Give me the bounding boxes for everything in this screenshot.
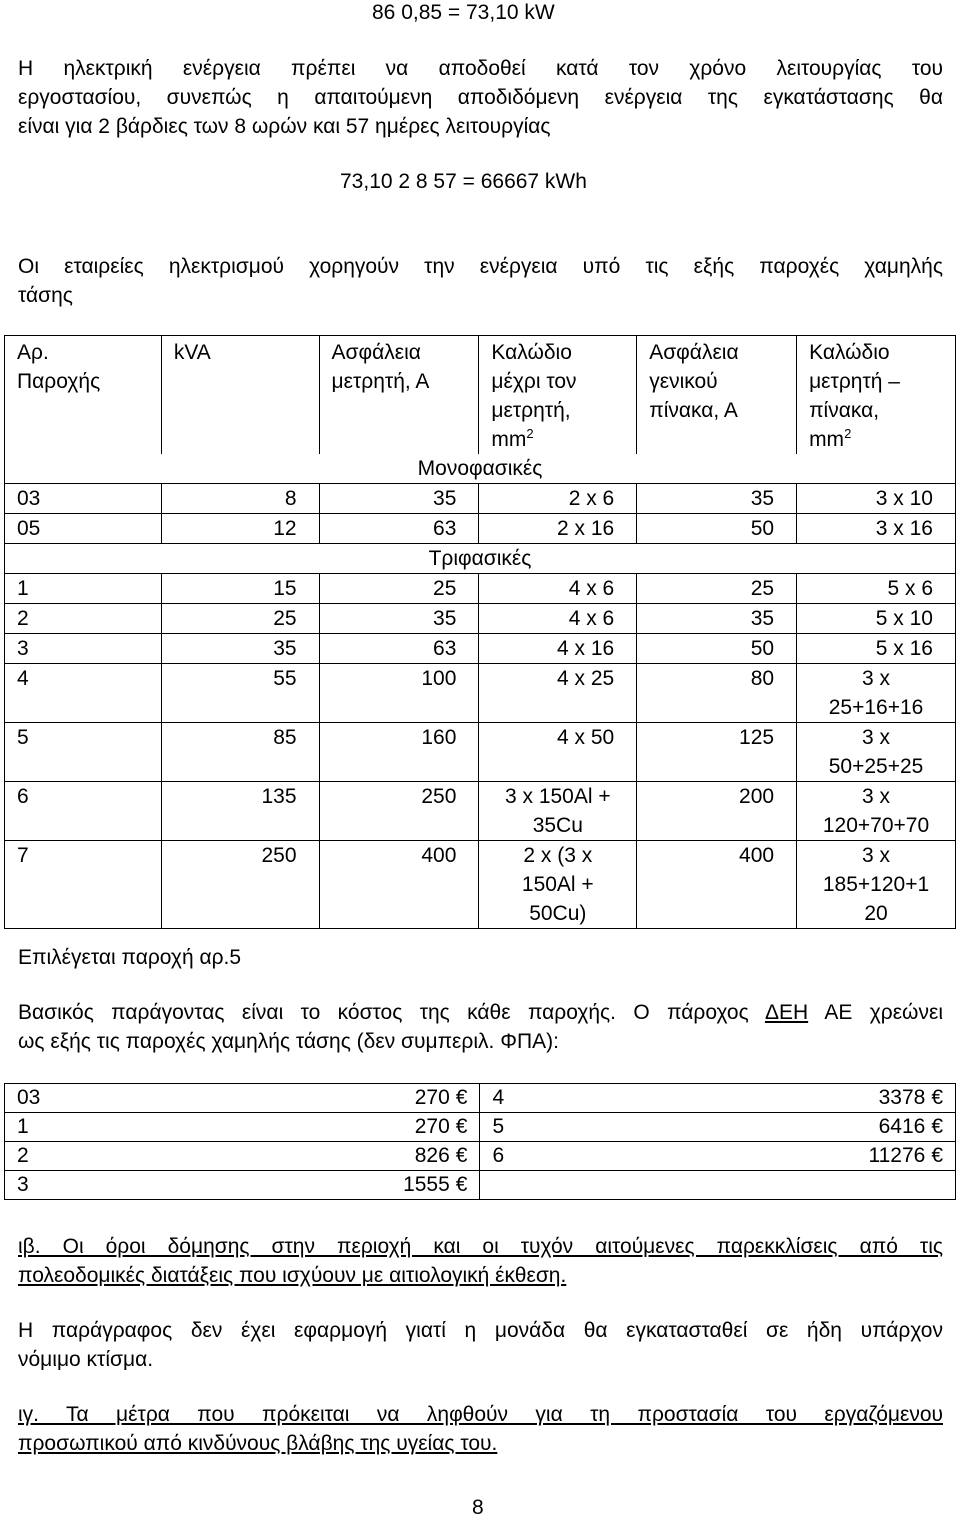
table-cell — [319, 841, 479, 929]
header-text: Αρ. — [17, 341, 49, 364]
header-text: Παροχής — [17, 370, 101, 393]
header-text — [809, 425, 955, 454]
table-cell: 3 x 16 — [797, 514, 956, 544]
selected-supply: Επιλέγεται παροχή αρ.5 — [18, 946, 242, 969]
header-text: kVA — [173, 341, 211, 364]
euro-icon: € — [931, 1115, 943, 1138]
supply-cost — [403, 1171, 467, 1199]
cell-text: 25 — [750, 577, 775, 600]
cell-text: 200 — [739, 785, 775, 808]
table-cell — [161, 664, 319, 723]
table-cell: 8 — [161, 484, 319, 514]
euro-icon: € — [455, 1086, 468, 1109]
section-heading-line: προσωπικού από κινδύνους βλάβης της υγείας του. — [18, 1432, 498, 1455]
cell-text: 2 x (3 x — [523, 844, 593, 867]
supply-cost — [868, 1142, 943, 1170]
table-cell — [479, 841, 637, 929]
cell-text: 4 x 6 — [568, 577, 615, 600]
supply-cost — [879, 1084, 943, 1112]
cell-text: 7 — [17, 844, 29, 867]
table-row — [5, 723, 956, 782]
cell-text: 55 — [273, 667, 297, 690]
cell-text: 5 x 6 — [887, 577, 933, 600]
table-cell: 35 — [319, 484, 479, 514]
supply-number: 1 — [17, 1115, 29, 1138]
cost-value: 3378 — [878, 1086, 926, 1109]
paragraph-line: Η ηλεκτρική ενέργεια πρέπει να αποδοθεί κατά τον χρόνο λειτουργίας του — [18, 57, 943, 80]
header-text: μέχρι τον — [491, 370, 577, 393]
header-text: Καλώδιο — [809, 341, 890, 364]
table-cell — [161, 723, 319, 782]
cell-text: 3 — [17, 637, 29, 660]
cell-text: 50 — [750, 637, 775, 660]
cell-text: 63 — [433, 637, 457, 660]
table-cell: 3 x 10 — [797, 484, 956, 514]
header-text: Ασφάλεια — [331, 341, 421, 364]
cell-text: 3 x — [862, 785, 891, 808]
cell-text: 6 — [17, 785, 29, 808]
table-cell — [479, 723, 637, 782]
paragraph-line — [18, 998, 943, 1027]
table-cell — [797, 574, 956, 604]
supply-cost — [415, 1113, 468, 1141]
cell-text: 25+16+16 — [828, 696, 924, 719]
cost-cell — [5, 1084, 480, 1113]
supply-number: 3 — [17, 1173, 29, 1196]
table-cell — [161, 841, 319, 929]
cell-text: 4 — [17, 667, 29, 690]
cost-cell — [480, 1171, 956, 1200]
unit-text: mm — [491, 428, 527, 451]
table-cell — [637, 604, 797, 634]
cost-value: 826 — [414, 1144, 450, 1167]
paragraph-text: Βασικός παράγοντας είναι το κόστος της κάθε παροχής. Ο πάροχος ΔΕΗ ΑΕ χρεώνει — [18, 1001, 943, 1024]
table-row — [5, 1142, 956, 1171]
section-heading-line: πολεοδομικές διατάξεις που ισχύουν με αιτιολογική έκθεση. — [18, 1264, 567, 1287]
cell-text: 120+70+70 — [822, 814, 930, 837]
cell-text: 400 — [739, 844, 775, 867]
cell-text: 4 x 25 — [557, 667, 615, 690]
cell-text: 3 x — [862, 844, 891, 867]
cost-value: 270 — [414, 1115, 450, 1138]
euro-icon: € — [931, 1086, 943, 1109]
cell-text: 1 — [17, 577, 29, 600]
table-cell — [797, 634, 956, 664]
cell-text: 20 — [864, 902, 888, 925]
cost-value: 11276 — [868, 1144, 926, 1167]
table-cell — [637, 782, 797, 841]
supply-cost — [415, 1142, 468, 1170]
table-row — [5, 484, 956, 514]
single-phase-rows — [5, 484, 956, 544]
header-cable-to-meter — [479, 336, 637, 455]
table-cell — [5, 841, 162, 929]
table-cell — [5, 723, 162, 782]
table-row — [5, 1171, 956, 1200]
page-number: 8 — [472, 1496, 484, 1519]
cell-text: 50+25+25 — [828, 755, 924, 778]
cell-text: 3 x 150Al + — [504, 785, 611, 808]
table-cell — [161, 574, 319, 604]
euro-icon: € — [455, 1115, 468, 1138]
table-cell — [161, 782, 319, 841]
table-row — [5, 634, 956, 664]
table-cell — [5, 664, 162, 723]
unit-superscript: 2 — [526, 426, 534, 441]
header-text: πίνακα, — [809, 399, 880, 422]
table-cell — [319, 634, 479, 664]
table-cell: 2 x 6 — [479, 484, 637, 514]
cost-cell — [5, 1142, 480, 1171]
paragraph-line: νόμιμο κτίσμα. — [18, 1348, 154, 1371]
header-meter-fuse — [319, 336, 479, 455]
header-supply-no — [5, 336, 162, 455]
header-kva — [161, 336, 319, 455]
table-cell — [161, 634, 319, 664]
euro-icon: € — [455, 1173, 468, 1196]
table-cell: 12 — [161, 514, 319, 544]
table-cell — [319, 723, 479, 782]
table-cell — [319, 664, 479, 723]
cell-text: 25 — [273, 607, 297, 630]
cell-text: 35 — [750, 607, 775, 630]
cost-value: 6416 — [878, 1115, 926, 1138]
cost-cell — [480, 1113, 956, 1142]
cost-value: 270 — [414, 1086, 450, 1109]
header-text — [491, 425, 636, 454]
cell-text: 35 — [433, 607, 457, 630]
cell-text: 250 — [261, 844, 297, 867]
paragraph-line: τάσης — [18, 284, 73, 307]
table-cell — [797, 782, 956, 841]
cell-text: 2 — [17, 607, 29, 630]
table-cell — [5, 634, 162, 664]
table-cell — [637, 664, 797, 723]
section-heading-line: ιγ. Τα μέτρα που πρόκειται να ληφθούν για τη προστασία του εργαζόμενου — [18, 1403, 943, 1426]
header-cable-meter-panel — [797, 336, 956, 455]
cost-cell — [480, 1084, 956, 1113]
table-cell — [319, 604, 479, 634]
paragraph-line: ως εξής τις παροχές χαμηλής τάσης (δεν συμπεριλ. ΦΠΑ): — [18, 1030, 559, 1053]
section-heading-line: ιβ. Οι όροι δόμησης στην περιοχή και οι τυχόν αιτούμενες παρεκκλίσεις από τις — [18, 1235, 943, 1258]
cell-text: 185+120+1 — [822, 873, 930, 896]
table-row — [5, 604, 956, 634]
cell-text: 35Cu — [532, 814, 583, 837]
table-cell — [797, 604, 956, 634]
header-main-fuse — [637, 336, 797, 455]
cell-text: 135 — [261, 785, 297, 808]
table-cell — [637, 574, 797, 604]
group-label: Τριφασικές — [5, 544, 956, 574]
header-text: μετρητή, Α — [331, 370, 430, 393]
cell-text: 5 — [17, 726, 29, 749]
cell-text: 3 x — [862, 667, 891, 690]
group-row-three-phase — [5, 544, 956, 574]
paragraph-line: Οι εταιρείες ηλεκτρισμού χορηγούν την ενέργεια υπό τις εξής παροχές χαμηλής — [18, 255, 943, 278]
cost-cell — [5, 1113, 480, 1142]
table-cell — [5, 574, 162, 604]
header-text: μετρητή – — [809, 370, 900, 393]
table-row — [5, 514, 956, 544]
table-cell — [479, 782, 637, 841]
table-cell — [479, 604, 637, 634]
cell-text: 4 x 16 — [557, 637, 615, 660]
supply-number: 6 — [492, 1144, 505, 1167]
table-cell — [479, 664, 637, 723]
cell-text: 125 — [739, 726, 775, 749]
euro-icon: € — [455, 1144, 468, 1167]
table-cell — [5, 604, 162, 634]
cell-text: 5 x 10 — [875, 607, 933, 630]
cost-table — [4, 1083, 956, 1200]
supply-cost — [415, 1084, 468, 1112]
table-cell — [319, 782, 479, 841]
table-row — [5, 574, 956, 604]
cell-text: 400 — [421, 844, 457, 867]
table-row — [5, 1113, 956, 1142]
cell-text: 160 — [421, 726, 457, 749]
cell-text: 50Cu) — [529, 902, 587, 925]
group-row-single-phase — [5, 454, 956, 484]
table-row — [5, 664, 956, 723]
header-text: πίνακα, Α — [649, 399, 738, 422]
table-cell — [5, 782, 162, 841]
table-row — [5, 1084, 956, 1113]
supply-number: 2 — [17, 1144, 29, 1167]
equation-energy: 73,10 2 8 57 = 66667 kWh — [340, 170, 587, 193]
cell-text: 4 x 6 — [568, 607, 615, 630]
cost-cell — [480, 1142, 956, 1171]
table-cell — [479, 574, 637, 604]
euro-icon: € — [931, 1144, 943, 1167]
equation-power: 86 0,85 = 73,10 kW — [372, 1, 555, 24]
provider-name: ΔΕΗ — [764, 1001, 809, 1024]
table-cell — [797, 664, 956, 723]
supply-number: 4 — [492, 1086, 505, 1109]
cell-text: 15 — [273, 577, 297, 600]
table-cell — [319, 574, 479, 604]
table-cell: 03 — [5, 484, 162, 514]
table-cell: 35 — [637, 484, 797, 514]
cost-cell — [5, 1171, 480, 1200]
header-text: γενικού — [649, 370, 718, 393]
cell-text: 3 x — [862, 726, 891, 749]
table-cell — [797, 841, 956, 929]
table-cell — [637, 841, 797, 929]
unit-text: mm — [809, 428, 845, 451]
table-cell — [479, 634, 637, 664]
cell-text: 150Al + — [521, 873, 594, 896]
supply-table — [4, 335, 956, 929]
cell-text: 5 x 16 — [875, 637, 933, 660]
cell-text: 25 — [433, 577, 457, 600]
cost-value: 1555 — [403, 1173, 450, 1196]
cell-text: 4 x 50 — [557, 726, 615, 749]
cell-text: 85 — [273, 726, 297, 749]
paragraph-line: Η παράγραφος δεν έχει εφαρμογή γιατί η μονάδα θα εγκατασταθεί σε ήδη υπάρχον — [18, 1319, 943, 1342]
supply-number: 5 — [492, 1115, 505, 1138]
supply-number: 03 — [17, 1086, 41, 1109]
table-cell — [161, 604, 319, 634]
header-text: Ασφάλεια — [649, 341, 739, 364]
table-cell — [797, 723, 956, 782]
table-row — [5, 782, 956, 841]
paragraph-line: εργοστασίου, συνεπώς η απαιτούμενη αποδιδόμενη ενέργεια της εγκατάστασης θα — [18, 86, 943, 109]
cell-text: 100 — [421, 667, 457, 690]
header-text: μετρητή, — [491, 399, 571, 422]
table-cell — [637, 723, 797, 782]
group-label: Μονοφασικές — [5, 454, 956, 484]
table-cell: 63 — [319, 514, 479, 544]
unit-superscript: 2 — [844, 426, 852, 441]
three-phase-rows — [5, 574, 956, 929]
supply-cost — [879, 1113, 943, 1141]
table-cell — [637, 634, 797, 664]
cell-text: 35 — [273, 637, 297, 660]
table-cell: 05 — [5, 514, 162, 544]
table-cell: 50 — [637, 514, 797, 544]
table-row — [5, 841, 956, 929]
cell-text: 80 — [750, 667, 775, 690]
table-cell: 2 x 16 — [479, 514, 637, 544]
paragraph-line: είναι για 2 βάρδιες των 8 ωρών και 57 ημέρες λειτουργίας — [18, 115, 551, 138]
header-text: Καλώδιο — [491, 341, 572, 364]
supply-header-row — [5, 336, 956, 455]
cell-text: 250 — [421, 785, 457, 808]
